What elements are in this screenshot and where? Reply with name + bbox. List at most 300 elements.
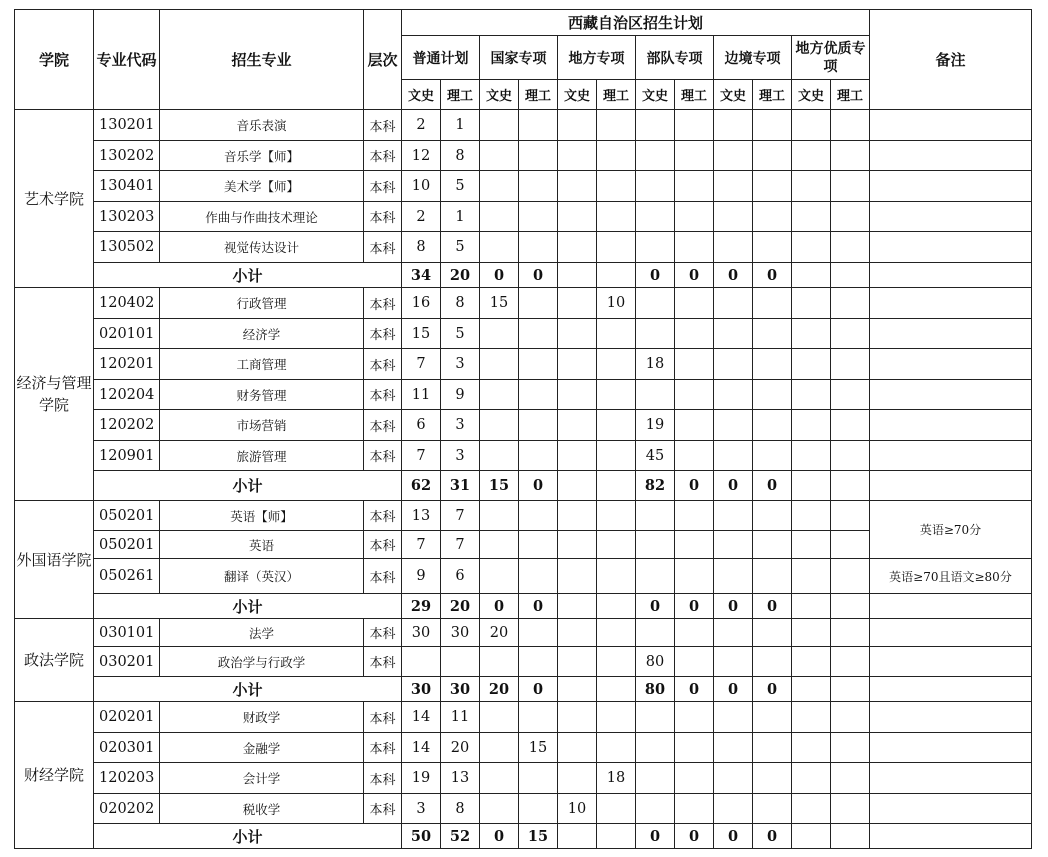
- plan-value-cell: [519, 531, 558, 559]
- major-code: 130401: [94, 171, 160, 202]
- plan-value-cell: [714, 232, 753, 263]
- college-name: 艺术学院: [15, 110, 94, 288]
- plan-value-cell: [636, 733, 675, 763]
- plan-value-cell: [558, 559, 597, 594]
- major-code: 030201: [94, 647, 160, 677]
- major-level: 本科: [364, 288, 402, 319]
- table-row: [15, 171, 1032, 202]
- plan-value-cell: 2: [402, 202, 441, 232]
- plan-value-cell: 5: [441, 319, 480, 349]
- college-name: 政法学院: [15, 619, 94, 702]
- plan-value-cell: [441, 647, 480, 677]
- plan-value-cell: [831, 380, 870, 410]
- major-name: 音乐表演: [160, 110, 364, 141]
- table-row: [15, 501, 1032, 531]
- plan-value-cell: [519, 619, 558, 647]
- major-name: 英语【师】: [160, 501, 364, 531]
- major-level: 本科: [364, 619, 402, 647]
- header-wenshi: 文史: [558, 80, 597, 110]
- remark-cell: [870, 647, 1032, 677]
- plan-value-cell: 3: [402, 794, 441, 824]
- subtotal-row: [15, 594, 1032, 619]
- plan-value-cell: 1: [441, 202, 480, 232]
- remark-cell: [870, 441, 1032, 471]
- plan-value-cell: [675, 349, 714, 380]
- subtotal-value-cell: 0: [753, 824, 792, 849]
- subtotal-value-cell: 0: [753, 594, 792, 619]
- plan-value-cell: [519, 441, 558, 471]
- major-code: 130201: [94, 110, 160, 141]
- subtotal-value-cell: [792, 263, 831, 288]
- plan-value-cell: [792, 501, 831, 531]
- header-ligong: 理工: [675, 80, 714, 110]
- plan-value-cell: [792, 171, 831, 202]
- plan-value-cell: [597, 647, 636, 677]
- major-level: 本科: [364, 110, 402, 141]
- plan-value-cell: [831, 232, 870, 263]
- subtotal-value-cell: [597, 471, 636, 501]
- subtotal-value-cell: 0: [636, 263, 675, 288]
- plan-value-cell: 11: [402, 380, 441, 410]
- plan-value-cell: [792, 763, 831, 794]
- major-name: 政治学与行政学: [160, 647, 364, 677]
- table-row: [15, 110, 1032, 141]
- plan-value-cell: [480, 531, 519, 559]
- plan-value-cell: [597, 501, 636, 531]
- major-level: 本科: [364, 733, 402, 763]
- plan-value-cell: [558, 501, 597, 531]
- remark-cell: [870, 619, 1032, 647]
- major-name: 财政学: [160, 702, 364, 733]
- major-level: 本科: [364, 232, 402, 263]
- plan-value-cell: 7: [441, 501, 480, 531]
- plan-value-cell: [519, 702, 558, 733]
- subtotal-value-cell: [597, 824, 636, 849]
- plan-value-cell: 14: [402, 702, 441, 733]
- plan-value-cell: [636, 559, 675, 594]
- plan-value-cell: [558, 141, 597, 171]
- header-wenshi: 文史: [714, 80, 753, 110]
- plan-value-cell: [558, 110, 597, 141]
- plan-value-cell: [792, 202, 831, 232]
- subtotal-value-cell: 20: [441, 594, 480, 619]
- subtotal-value-cell: 52: [441, 824, 480, 849]
- major-level: 本科: [364, 319, 402, 349]
- table-row: [15, 319, 1032, 349]
- subtotal-label: 小计: [94, 824, 402, 849]
- subtotal-value-cell: [558, 263, 597, 288]
- plan-value-cell: [714, 171, 753, 202]
- table-row: [15, 794, 1032, 824]
- plan-value-cell: 3: [441, 410, 480, 441]
- subtotal-value-cell: 0: [714, 594, 753, 619]
- plan-value-cell: [792, 141, 831, 171]
- plan-value-cell: [558, 380, 597, 410]
- major-code: 130203: [94, 202, 160, 232]
- plan-value-cell: 15: [402, 319, 441, 349]
- plan-value-cell: [402, 647, 441, 677]
- subtotal-value-cell: 0: [675, 263, 714, 288]
- remark-cell: [870, 171, 1032, 202]
- subtotal-row: [15, 471, 1032, 501]
- plan-value-cell: [831, 647, 870, 677]
- plan-value-cell: [714, 380, 753, 410]
- plan-value-cell: [714, 733, 753, 763]
- plan-value-cell: 20: [441, 733, 480, 763]
- plan-value-cell: [519, 288, 558, 319]
- table-row: [15, 141, 1032, 171]
- table-body: [15, 110, 1032, 849]
- plan-value-cell: [753, 794, 792, 824]
- plan-value-cell: [753, 202, 792, 232]
- major-name: 市场营销: [160, 410, 364, 441]
- plan-value-cell: [792, 794, 831, 824]
- plan-value-cell: [831, 441, 870, 471]
- subtotal-value-cell: 0: [519, 594, 558, 619]
- subtotal-value-cell: 20: [441, 263, 480, 288]
- plan-value-cell: [519, 349, 558, 380]
- plan-value-cell: [831, 501, 870, 531]
- plan-value-cell: [831, 141, 870, 171]
- table-row: [15, 559, 1032, 594]
- plan-value-cell: [714, 763, 753, 794]
- header-category: 普通计划: [402, 36, 480, 80]
- plan-value-cell: [519, 141, 558, 171]
- plan-value-cell: [753, 141, 792, 171]
- plan-value-cell: [558, 647, 597, 677]
- major-name: 作曲与作曲技术理论: [160, 202, 364, 232]
- major-level: 本科: [364, 702, 402, 733]
- plan-value-cell: 7: [402, 349, 441, 380]
- plan-value-cell: [597, 380, 636, 410]
- plan-value-cell: [675, 319, 714, 349]
- plan-value-cell: [753, 349, 792, 380]
- major-code: 020202: [94, 794, 160, 824]
- plan-value-cell: [480, 441, 519, 471]
- plan-value-cell: 13: [402, 501, 441, 531]
- plan-value-cell: [519, 559, 558, 594]
- plan-value-cell: [480, 141, 519, 171]
- plan-value-cell: [714, 559, 753, 594]
- plan-value-cell: [480, 501, 519, 531]
- subtotal-value-cell: 0: [636, 594, 675, 619]
- major-code: 030101: [94, 619, 160, 647]
- subtotal-value-cell: [792, 677, 831, 702]
- major-level: 本科: [364, 501, 402, 531]
- plan-value-cell: [636, 380, 675, 410]
- plan-value-cell: [636, 202, 675, 232]
- header-ligong: 理工: [519, 80, 558, 110]
- plan-value-cell: [831, 702, 870, 733]
- major-level: 本科: [364, 349, 402, 380]
- plan-value-cell: [831, 733, 870, 763]
- plan-value-cell: 19: [402, 763, 441, 794]
- subtotal-value-cell: [792, 824, 831, 849]
- subtotal-value-cell: 0: [480, 824, 519, 849]
- subtotal-value-cell: 0: [480, 594, 519, 619]
- remark-cell: [870, 263, 1032, 288]
- plan-value-cell: [792, 110, 831, 141]
- plan-value-cell: [597, 559, 636, 594]
- plan-value-cell: 45: [636, 441, 675, 471]
- plan-value-cell: 5: [441, 232, 480, 263]
- plan-value-cell: [792, 232, 831, 263]
- plan-value-cell: [636, 763, 675, 794]
- plan-value-cell: [675, 702, 714, 733]
- table-row: [15, 763, 1032, 794]
- plan-value-cell: [519, 171, 558, 202]
- plan-value-cell: [675, 232, 714, 263]
- plan-value-cell: [519, 501, 558, 531]
- subtotal-value-cell: 0: [714, 824, 753, 849]
- major-level: 本科: [364, 380, 402, 410]
- table-row: [15, 232, 1032, 263]
- plan-value-cell: [558, 531, 597, 559]
- subtotal-value-cell: 50: [402, 824, 441, 849]
- plan-value-cell: [675, 202, 714, 232]
- major-level: 本科: [364, 647, 402, 677]
- subtotal-label: 小计: [94, 594, 402, 619]
- plan-value-cell: [753, 702, 792, 733]
- subtotal-value-cell: 0: [480, 263, 519, 288]
- subtotal-value-cell: [558, 594, 597, 619]
- header-category: 地方专项: [558, 36, 636, 80]
- plan-value-cell: [480, 202, 519, 232]
- plan-value-cell: [597, 171, 636, 202]
- major-name: 美术学【师】: [160, 171, 364, 202]
- subtotal-label: 小计: [94, 263, 402, 288]
- plan-value-cell: [831, 619, 870, 647]
- major-code: 120201: [94, 349, 160, 380]
- plan-value-cell: [597, 702, 636, 733]
- plan-value-cell: [519, 763, 558, 794]
- plan-value-cell: [831, 319, 870, 349]
- plan-value-cell: 3: [441, 441, 480, 471]
- header-ligong: 理工: [753, 80, 792, 110]
- plan-value-cell: [519, 794, 558, 824]
- header-wenshi: 文史: [480, 80, 519, 110]
- plan-value-cell: 9: [441, 380, 480, 410]
- plan-value-cell: [753, 619, 792, 647]
- plan-value-cell: [714, 531, 753, 559]
- remark-cell: [870, 677, 1032, 702]
- subtotal-value-cell: 30: [441, 677, 480, 702]
- major-name: 工商管理: [160, 349, 364, 380]
- major-level: 本科: [364, 141, 402, 171]
- table-row: [15, 349, 1032, 380]
- plan-value-cell: [519, 647, 558, 677]
- plan-value-cell: 18: [597, 763, 636, 794]
- major-code: 050201: [94, 531, 160, 559]
- plan-value-cell: [792, 647, 831, 677]
- plan-value-cell: [792, 702, 831, 733]
- plan-value-cell: [753, 531, 792, 559]
- plan-value-cell: [636, 319, 675, 349]
- major-code: 020101: [94, 319, 160, 349]
- plan-value-cell: [675, 647, 714, 677]
- plan-value-cell: [714, 501, 753, 531]
- major-level: 本科: [364, 794, 402, 824]
- plan-value-cell: [792, 619, 831, 647]
- plan-value-cell: [558, 202, 597, 232]
- major-name: 旅游管理: [160, 441, 364, 471]
- plan-value-cell: [519, 319, 558, 349]
- subtotal-value-cell: 82: [636, 471, 675, 501]
- subtotal-value-cell: 0: [519, 263, 558, 288]
- plan-value-cell: [558, 441, 597, 471]
- plan-value-cell: [675, 141, 714, 171]
- subtotal-label: 小计: [94, 471, 402, 501]
- plan-value-cell: 6: [402, 410, 441, 441]
- plan-value-cell: [636, 794, 675, 824]
- plan-value-cell: [714, 441, 753, 471]
- plan-value-cell: [792, 441, 831, 471]
- plan-value-cell: [831, 559, 870, 594]
- remark-cell: [870, 232, 1032, 263]
- remark-cell: [870, 380, 1032, 410]
- plan-value-cell: [636, 501, 675, 531]
- table-row: [15, 702, 1032, 733]
- plan-value-cell: 20: [480, 619, 519, 647]
- plan-value-cell: [480, 110, 519, 141]
- plan-value-cell: [753, 763, 792, 794]
- plan-value-cell: [597, 410, 636, 441]
- plan-value-cell: 7: [402, 531, 441, 559]
- major-name: 经济学: [160, 319, 364, 349]
- subtotal-value-cell: [831, 824, 870, 849]
- plan-value-cell: [831, 288, 870, 319]
- major-name: 法学: [160, 619, 364, 647]
- subtotal-value-cell: 0: [714, 263, 753, 288]
- header-wenshi: 文史: [402, 80, 441, 110]
- major-level: 本科: [364, 559, 402, 594]
- plan-value-cell: [831, 763, 870, 794]
- plan-value-cell: [636, 141, 675, 171]
- plan-value-cell: [792, 288, 831, 319]
- plan-value-cell: [636, 288, 675, 319]
- major-level: 本科: [364, 171, 402, 202]
- plan-value-cell: [831, 349, 870, 380]
- plan-value-cell: [480, 410, 519, 441]
- subtotal-value-cell: 0: [753, 471, 792, 501]
- plan-value-cell: [753, 232, 792, 263]
- major-code: 050261: [94, 559, 160, 594]
- plan-value-cell: [480, 232, 519, 263]
- college-name: 外国语学院: [15, 501, 94, 619]
- college-name: 经济与管理学院: [15, 288, 94, 501]
- plan-value-cell: [558, 171, 597, 202]
- remark-cell: [870, 733, 1032, 763]
- header-remark: 备注: [870, 10, 1032, 110]
- table-header: [15, 10, 1032, 110]
- plan-value-cell: 8: [441, 141, 480, 171]
- subtotal-value-cell: [831, 594, 870, 619]
- plan-value-cell: [558, 619, 597, 647]
- subtotal-row: [15, 263, 1032, 288]
- major-code: 130502: [94, 232, 160, 263]
- subtotal-value-cell: [558, 824, 597, 849]
- subtotal-value-cell: 31: [441, 471, 480, 501]
- plan-value-cell: 12: [402, 141, 441, 171]
- table-row: [15, 410, 1032, 441]
- plan-value-cell: [480, 702, 519, 733]
- plan-value-cell: [636, 232, 675, 263]
- table-row: [15, 733, 1032, 763]
- plan-value-cell: 8: [441, 794, 480, 824]
- remark-cell: 英语≥70且语文≥80分: [870, 559, 1032, 594]
- plan-value-cell: 14: [402, 733, 441, 763]
- plan-value-cell: [675, 410, 714, 441]
- plan-value-cell: [558, 763, 597, 794]
- plan-value-cell: [675, 110, 714, 141]
- plan-value-cell: [636, 619, 675, 647]
- plan-value-cell: [675, 619, 714, 647]
- plan-value-cell: [675, 288, 714, 319]
- plan-value-cell: 5: [441, 171, 480, 202]
- remark-cell: [870, 824, 1032, 849]
- major-code: 130202: [94, 141, 160, 171]
- major-name: 翻译（英汉）: [160, 559, 364, 594]
- subtotal-value-cell: 0: [636, 824, 675, 849]
- plan-value-cell: [714, 410, 753, 441]
- subtotal-value-cell: 0: [714, 677, 753, 702]
- plan-value-cell: [714, 202, 753, 232]
- subtotal-value-cell: 0: [714, 471, 753, 501]
- plan-value-cell: 10: [402, 171, 441, 202]
- plan-value-cell: [753, 171, 792, 202]
- plan-value-cell: [753, 319, 792, 349]
- subtotal-value-cell: 15: [519, 824, 558, 849]
- subtotal-value-cell: 29: [402, 594, 441, 619]
- plan-value-cell: [480, 349, 519, 380]
- plan-value-cell: [675, 733, 714, 763]
- college-name: 财经学院: [15, 702, 94, 849]
- remark-cell: [870, 319, 1032, 349]
- plan-value-cell: [714, 647, 753, 677]
- plan-value-cell: [831, 110, 870, 141]
- header-category: 国家专项: [480, 36, 558, 80]
- plan-value-cell: [636, 110, 675, 141]
- remark-cell: [870, 349, 1032, 380]
- plan-value-cell: [753, 559, 792, 594]
- plan-value-cell: 19: [636, 410, 675, 441]
- plan-value-cell: 30: [441, 619, 480, 647]
- plan-value-cell: [597, 619, 636, 647]
- plan-value-cell: [597, 110, 636, 141]
- plan-value-cell: [792, 319, 831, 349]
- plan-value-cell: [597, 349, 636, 380]
- plan-value-cell: [792, 349, 831, 380]
- header-category: 地方优质专项: [792, 36, 870, 80]
- subtotal-value-cell: 0: [675, 594, 714, 619]
- plan-value-cell: [558, 410, 597, 441]
- major-name: 会计学: [160, 763, 364, 794]
- plan-value-cell: [714, 349, 753, 380]
- plan-value-cell: [792, 559, 831, 594]
- plan-value-cell: [831, 202, 870, 232]
- table-row: [15, 619, 1032, 647]
- table-row: [15, 380, 1032, 410]
- subtotal-label: 小计: [94, 677, 402, 702]
- remark-cell: [870, 141, 1032, 171]
- plan-value-cell: [831, 531, 870, 559]
- plan-value-cell: [597, 794, 636, 824]
- header-category: 部队专项: [636, 36, 714, 80]
- subtotal-value-cell: 0: [753, 263, 792, 288]
- plan-value-cell: [519, 232, 558, 263]
- plan-value-cell: [753, 441, 792, 471]
- subtotal-value-cell: [597, 263, 636, 288]
